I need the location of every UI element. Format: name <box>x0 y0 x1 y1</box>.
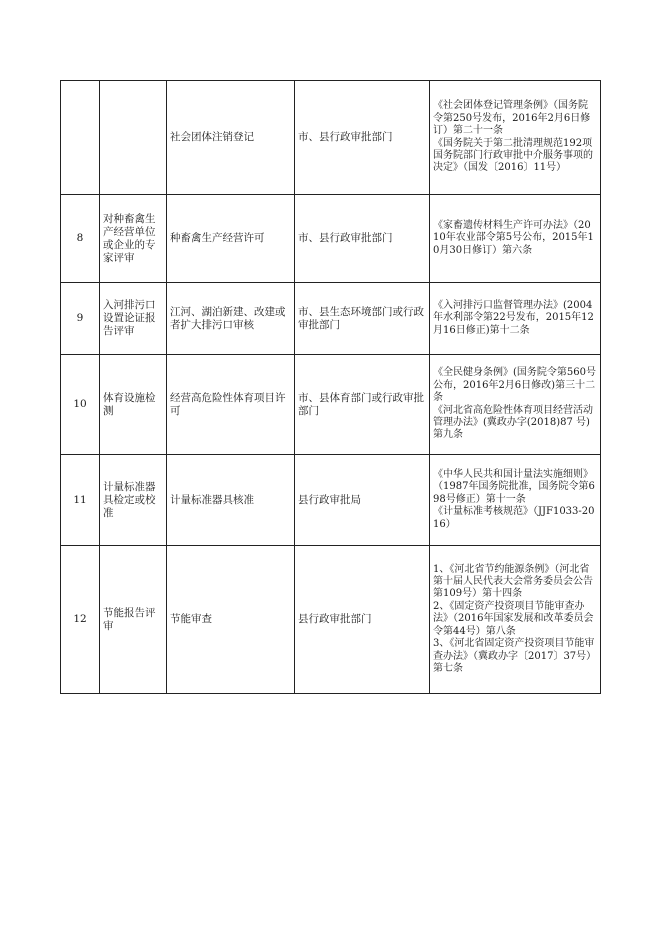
approval-item-cell: 计量标准器具核准 <box>167 455 295 546</box>
legal-basis-line: 《全民健身条例》(国务院令第560号公布，2016年2月6日修改)第三十二条 <box>433 367 596 404</box>
table-row <box>61 81 601 195</box>
table-row <box>61 283 601 355</box>
department-cell: 市、县行政审批部门 <box>295 81 430 195</box>
legal-basis-line: 《入河排污口监督管理办法》(2004年水利部令第22号发布，2015年12月16日修正)第十二条 <box>433 299 594 336</box>
legal-basis-cell <box>430 195 601 283</box>
legal-basis-line: 《社会团体登记管理条例》（国务院令第250号发布，2016年2月6日修订）第二十一条 <box>433 100 591 137</box>
legal-basis-cell <box>430 546 601 694</box>
table-row <box>61 195 601 283</box>
legal-basis-cell <box>430 355 601 455</box>
legal-basis-cell <box>430 455 601 546</box>
service-item-cell: 体育设施检测 <box>100 355 167 455</box>
service-item-cell <box>100 81 167 195</box>
service-item-cell: 入河排污口设置论证报告评审 <box>100 283 167 355</box>
row-number-cell <box>61 81 100 195</box>
department-cell: 市、县体育部门或行政审批部门 <box>295 355 430 455</box>
row-number-cell: 9 <box>61 283 100 355</box>
legal-basis-line: 《河北省高危险性体育项目经营活动管理办法》(冀政办字(2018)87 号)第九条 <box>433 404 593 441</box>
legal-basis-line: 《计量标准考核规范》（JJF1033-2016） <box>433 506 595 530</box>
service-item-cell: 节能报告评审 <box>100 546 167 694</box>
approval-item-cell: 社会团体注销登记 <box>167 81 295 195</box>
legal-basis-cell <box>430 283 601 355</box>
row-number-cell: 11 <box>61 455 100 546</box>
approval-item-cell: 江河、湖泊新建、改建或者扩大排污口审核 <box>167 283 295 355</box>
department-cell: 县行政审批局 <box>295 455 430 546</box>
legal-basis-cell <box>430 81 601 195</box>
legal-basis-line: 《家畜遗传材料生产许可办法》（2010年农业部令第5号公布，2015年10月30日修订）第六条 <box>433 219 594 256</box>
service-item-cell: 对种畜禽生产经营单位或企业的专家评审 <box>100 195 167 283</box>
row-number-cell: 8 <box>61 195 100 283</box>
department-cell: 县行政审批部门 <box>295 546 430 694</box>
department-cell: 市、县生态环境部门或行政审批部门 <box>295 283 430 355</box>
legal-basis-line: 2、《固定资产投资项目节能审查办法》（2016年国家发展和改革委员会令第44号）第八条 <box>433 600 594 637</box>
approval-items-table <box>60 80 601 694</box>
legal-basis-line: 3、《河北省固定资产投资项目节能审查办法》（冀政办字〔2017〕37号）第七条 <box>433 638 597 674</box>
approval-item-cell: 种畜禽生产经营许可 <box>167 195 295 283</box>
department-cell: 市、县行政审批部门 <box>295 195 430 283</box>
table-body <box>61 81 601 694</box>
table-row <box>61 546 601 694</box>
table-row <box>61 455 601 546</box>
approval-item-cell: 经营高危险性体育项目许可 <box>167 355 295 455</box>
row-number-cell: 12 <box>61 546 100 694</box>
table-row <box>61 355 601 455</box>
service-item-cell: 计量标准器具检定或校准 <box>100 455 167 546</box>
legal-basis-line: 1、《河北省节约能源条例》（河北省第十届人民代表大会常务委员会公告第109号）第十四条 <box>433 563 593 600</box>
row-number-cell: 10 <box>61 355 100 455</box>
legal-basis-line: 《国务院关于第二批清理规范192项国务院部门行政审批中介服务事项的决定》（国发〔2016〕11号） <box>433 137 593 174</box>
approval-item-cell: 节能审查 <box>167 546 295 694</box>
legal-basis-line: 《中华人民共和国计量法实施细则》（1987年国务院批准，国务院令第698号修正）第十一条 <box>433 468 595 505</box>
